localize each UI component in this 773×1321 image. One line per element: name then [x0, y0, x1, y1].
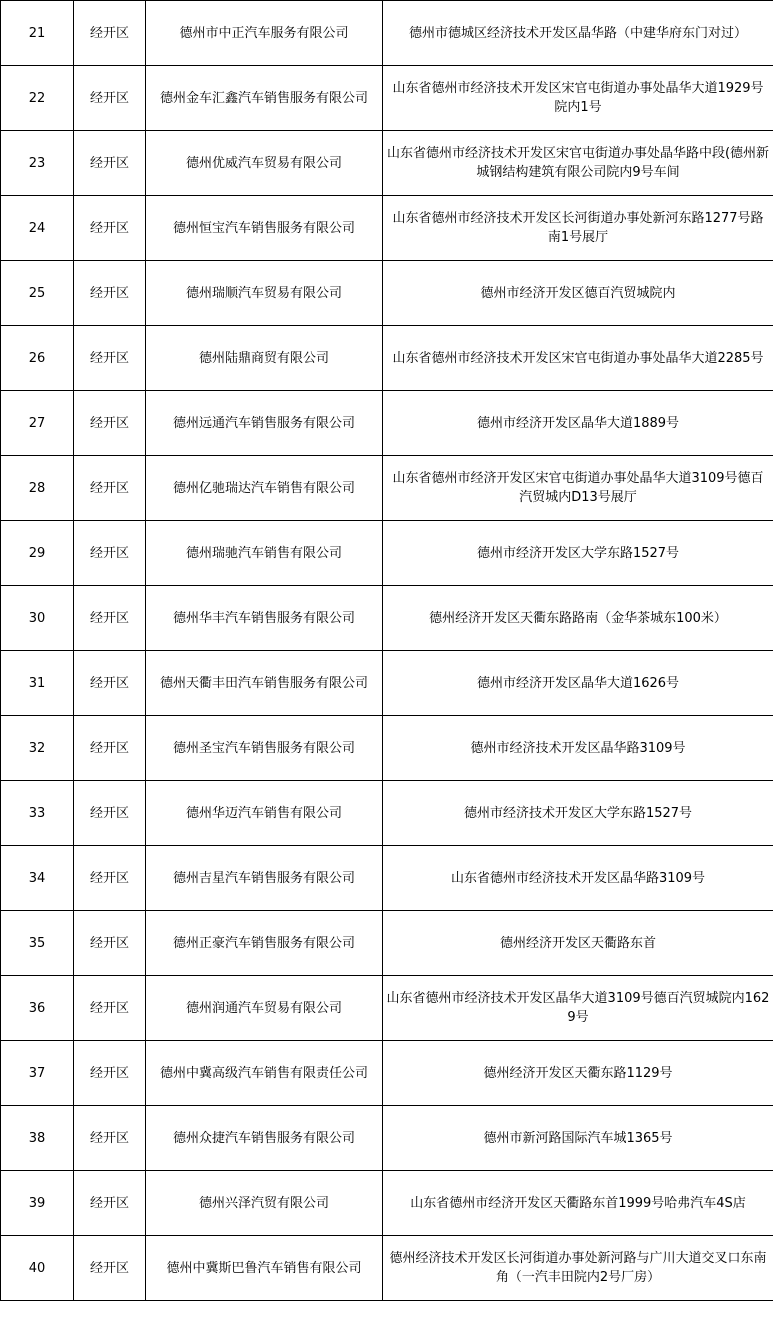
district-cell: 经开区 — [74, 391, 146, 456]
row-number-cell: 33 — [1, 781, 74, 846]
address-cell: 山东省德州市经济技术开发区宋官屯街道办事处晶华大道2285号 — [383, 326, 773, 391]
table-row — [1, 1171, 773, 1236]
table-row — [1, 66, 773, 131]
company-name-cell: 德州华迈汽车销售有限公司 — [146, 781, 383, 846]
company-name-cell: 德州兴泽汽贸有限公司 — [146, 1171, 383, 1236]
company-name-cell: 德州优威汽车贸易有限公司 — [146, 131, 383, 196]
company-name-cell: 德州市中正汽车服务有限公司 — [146, 1, 383, 66]
district-cell: 经开区 — [74, 781, 146, 846]
table-row — [1, 326, 773, 391]
district-cell: 经开区 — [74, 1, 146, 66]
address-cell: 德州市德城区经济技术开发区晶华路（中建华府东门对过） — [383, 1, 773, 66]
row-number-cell: 25 — [1, 261, 74, 326]
table-row — [1, 846, 773, 911]
company-name-cell: 德州陆鼎商贸有限公司 — [146, 326, 383, 391]
company-name-cell: 德州金车汇鑫汽车销售服务有限公司 — [146, 66, 383, 131]
row-number-cell: 27 — [1, 391, 74, 456]
district-cell: 经开区 — [74, 651, 146, 716]
row-number-cell: 39 — [1, 1171, 74, 1236]
row-number-cell: 37 — [1, 1041, 74, 1106]
row-number-cell: 23 — [1, 131, 74, 196]
row-number-cell: 26 — [1, 326, 74, 391]
row-number-cell: 31 — [1, 651, 74, 716]
address-cell: 山东省德州市经济技术开发区宋官屯街道办事处晶华路中段(德州新城钢结构建筑有限公司院内9号车间 — [383, 131, 773, 196]
company-name-cell: 德州亿驰瑞达汽车销售有限公司 — [146, 456, 383, 521]
company-name-cell: 德州吉星汽车销售服务有限公司 — [146, 846, 383, 911]
table-row — [1, 976, 773, 1041]
row-number-cell: 21 — [1, 1, 74, 66]
address-cell: 山东省德州市经济开发区宋官屯街道办事处晶华大道3109号德百汽贸城内D13号展厅 — [383, 456, 773, 521]
company-name-cell: 德州润通汽车贸易有限公司 — [146, 976, 383, 1041]
company-name-cell: 德州中冀高级汽车销售有限责任公司 — [146, 1041, 383, 1106]
company-name-cell: 德州天衢丰田汽车销售服务有限公司 — [146, 651, 383, 716]
district-cell: 经开区 — [74, 846, 146, 911]
address-cell: 山东省德州市经济技术开发区宋官屯街道办事处晶华大道1929号院内1号 — [383, 66, 773, 131]
address-cell: 山东省德州市经济技术开发区晶华大道3109号德百汽贸城院内1629号 — [383, 976, 773, 1041]
company-name-cell: 德州众捷汽车销售服务有限公司 — [146, 1106, 383, 1171]
district-cell: 经开区 — [74, 1236, 146, 1301]
table-row — [1, 1106, 773, 1171]
district-cell: 经开区 — [74, 261, 146, 326]
address-cell: 德州市经济开发区晶华大道1626号 — [383, 651, 773, 716]
table-row — [1, 781, 773, 846]
table-row — [1, 196, 773, 261]
district-cell: 经开区 — [74, 196, 146, 261]
address-cell: 德州市经济开发区德百汽贸城院内 — [383, 261, 773, 326]
row-number-cell: 24 — [1, 196, 74, 261]
district-cell: 经开区 — [74, 586, 146, 651]
address-cell: 德州市经济开发区大学东路1527号 — [383, 521, 773, 586]
address-cell: 德州经济开发区天衢东路路南（金华茶城东100米） — [383, 586, 773, 651]
row-number-cell: 36 — [1, 976, 74, 1041]
district-cell: 经开区 — [74, 456, 146, 521]
table-row — [1, 911, 773, 976]
address-cell: 山东省德州市经济技术开发区晶华路3109号 — [383, 846, 773, 911]
table-row — [1, 716, 773, 781]
address-cell: 山东省德州市经济开发区天衢路东首1999号哈弗汽车4S店 — [383, 1171, 773, 1236]
address-cell: 德州市新河路国际汽车城1365号 — [383, 1106, 773, 1171]
table-row — [1, 131, 773, 196]
address-cell: 德州市经济技术开发区晶华路3109号 — [383, 716, 773, 781]
company-name-cell: 德州圣宝汽车销售服务有限公司 — [146, 716, 383, 781]
district-cell: 经开区 — [74, 1171, 146, 1236]
row-number-cell: 30 — [1, 586, 74, 651]
company-name-cell: 德州正豪汽车销售服务有限公司 — [146, 911, 383, 976]
table-row — [1, 391, 773, 456]
district-cell: 经开区 — [74, 1041, 146, 1106]
table-row — [1, 456, 773, 521]
address-cell: 山东省德州市经济技术开发区长河街道办事处新河东路1277号路南1号展厅 — [383, 196, 773, 261]
district-cell: 经开区 — [74, 326, 146, 391]
district-cell: 经开区 — [74, 716, 146, 781]
address-cell: 德州经济技术开发区长河街道办事处新河路与广川大道交叉口东南角（一汽丰田院内2号厂房） — [383, 1236, 773, 1301]
district-cell: 经开区 — [74, 521, 146, 586]
row-number-cell: 32 — [1, 716, 74, 781]
table-row — [1, 261, 773, 326]
row-number-cell: 40 — [1, 1236, 74, 1301]
district-cell: 经开区 — [74, 911, 146, 976]
row-number-cell: 29 — [1, 521, 74, 586]
company-name-cell: 德州恒宝汽车销售服务有限公司 — [146, 196, 383, 261]
company-name-cell: 德州华丰汽车销售服务有限公司 — [146, 586, 383, 651]
address-cell: 德州市经济技术开发区大学东路1527号 — [383, 781, 773, 846]
company-name-cell: 德州瑞顺汽车贸易有限公司 — [146, 261, 383, 326]
company-name-cell: 德州远通汽车销售服务有限公司 — [146, 391, 383, 456]
table-row — [1, 1041, 773, 1106]
table-body — [1, 1, 773, 1301]
address-cell: 德州经济开发区天衢路东首 — [383, 911, 773, 976]
address-cell: 德州经济开发区天衢东路1129号 — [383, 1041, 773, 1106]
row-number-cell: 35 — [1, 911, 74, 976]
address-cell: 德州市经济开发区晶华大道1889号 — [383, 391, 773, 456]
row-number-cell: 38 — [1, 1106, 74, 1171]
table-row — [1, 651, 773, 716]
district-cell: 经开区 — [74, 131, 146, 196]
district-cell: 经开区 — [74, 66, 146, 131]
company-name-cell: 德州瑞驰汽车销售有限公司 — [146, 521, 383, 586]
row-number-cell: 34 — [1, 846, 74, 911]
district-cell: 经开区 — [74, 976, 146, 1041]
table-row — [1, 1236, 773, 1301]
table-row — [1, 521, 773, 586]
table-row — [1, 586, 773, 651]
company-name-cell: 德州中冀斯巴鲁汽车销售有限公司 — [146, 1236, 383, 1301]
row-number-cell: 22 — [1, 66, 74, 131]
district-cell: 经开区 — [74, 1106, 146, 1171]
table-row — [1, 1, 773, 66]
row-number-cell: 28 — [1, 456, 74, 521]
